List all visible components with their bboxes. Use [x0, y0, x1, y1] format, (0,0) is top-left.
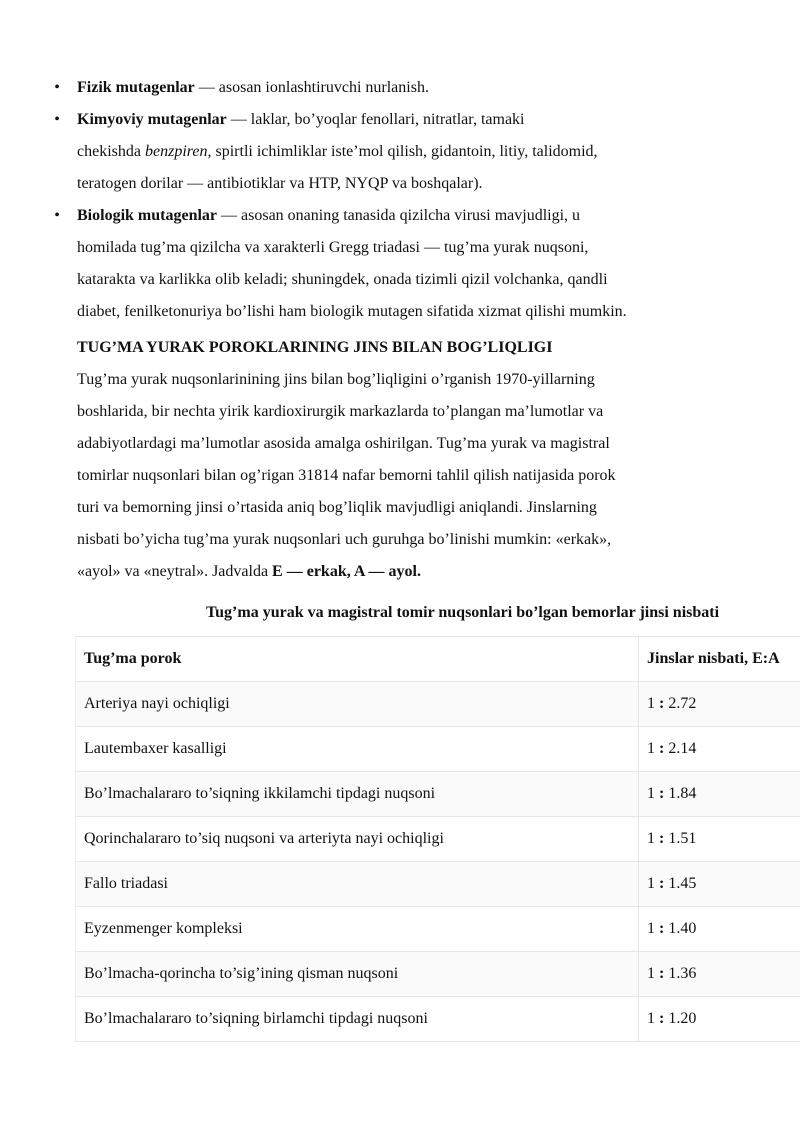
ratio-female: 1.20 [668, 1010, 697, 1027]
ratio-cell [639, 997, 800, 1042]
ratio-female: 2.14 [668, 740, 697, 757]
table-header-row [76, 637, 800, 682]
ratio-male: 1 [647, 875, 655, 892]
table-row [76, 772, 800, 817]
italic-term: benzpiren, [144, 143, 212, 160]
ratio-male: 1 [647, 1010, 655, 1027]
table-row [76, 862, 800, 907]
table-row [76, 952, 800, 997]
ratio-male: 1 [647, 695, 655, 712]
term-biological: Biologik mutagenlar [77, 207, 218, 224]
defect-name-cell: Lautembaxer kasalligi [76, 727, 639, 772]
ratio-female: 1.36 [668, 965, 697, 982]
paragraph-line: tomirlar nuqsonlari bilan og’rigan 31814 nafar bemorni tahlil qilish natijasida porok [77, 467, 616, 484]
paragraph-line: nisbati bo’yicha tug’ma yurak nuqsonlari uch guruhga bo’linishi mumkin: «erkak», [77, 531, 612, 548]
column-header-defect: Tug’ma porok [76, 637, 639, 682]
table-title: Tug’ma yurak va magistral tomir nuqsonlari bo’lgan bemorlar jinsi nisbati [205, 604, 720, 621]
defect-name-cell: Bo’lmacha-qorincha to’sig’ining qisman nuqsoni [76, 952, 639, 997]
table-row [76, 682, 800, 727]
list-item-chemical: • Kimyoviy mutagenlar — laklar, bo’yoqlar fenollari, nitratlar, tamaki chekishda benzpiren, spirtli ichimliklar iste’mol qilish, gidantoin, litiy, talidomid, teratogen dorilar — antibiotiklar va HTP, NYQP va boshqalar). [0, 104, 800, 200]
defect-name-cell: Bo’lmachalararo to’siqning birlamchi tipdagi nuqsoni [76, 997, 639, 1042]
term-physical: Fizik mutagenlar [77, 79, 195, 96]
ratio-male: 1 [647, 830, 655, 847]
ratio-separator: : [655, 785, 669, 802]
ratio-female: 1.84 [668, 785, 697, 802]
ratio-female: 1.45 [668, 875, 697, 892]
ratio-separator: : [655, 965, 669, 982]
ratio-cell [639, 817, 800, 862]
paragraph-line: boshlarida, bir nechta yirik kardioxirurgik markazlarda to’plangan ma’lumotlar va [77, 403, 604, 420]
ratio-male: 1 [647, 920, 655, 937]
table-row [76, 997, 800, 1042]
ratio-cell [639, 862, 800, 907]
ratio-male: 1 [647, 740, 655, 757]
table-row [76, 907, 800, 952]
paragraph-line: adabiyotlardagi ma’lumotlar asosida amalga oshirilgan. Tug’ma yurak va magistral [77, 435, 610, 452]
ratio-cell [639, 682, 800, 727]
bullet-icon: • [54, 79, 60, 96]
gender-ratio-table [75, 636, 800, 1042]
paragraph-line: «ayol» va «neytral». Jadvalda E — erkak, A — ayol. [77, 563, 421, 580]
defect-name-cell: Fallo triadasi [76, 862, 639, 907]
legend-text: E — erkak, A — ayol. [272, 563, 421, 580]
bullet-icon: • [54, 207, 60, 224]
ratio-separator: : [655, 740, 669, 757]
defect-name-cell: Eyzenmenger kompleksi [76, 907, 639, 952]
ratio-female: 1.40 [668, 920, 697, 937]
defect-name-cell: Arteriya nayi ochiqligi [76, 682, 639, 727]
bullet-icon: • [54, 111, 60, 128]
list-item-biological: • Biologik mutagenlar — asosan onaning tanasida qizilcha virusi mavjudligi, u homilada tug’ma qizilcha va xarakterli Gregg triadasi — tug’ma yurak nuqsoni, katarakta va karlikka olib keladi; shuningdek, onada tizimli qizil volchanka, qandli diabet, fenilketonuriya bo’lishi ham biologik mutagen sifatida xizmat qilishi mumkin. [0, 200, 800, 328]
section-heading: TUG’MA YURAK POROKLARINING JINS BILAN BOG’LIQLIGI [77, 339, 553, 356]
ratio-male: 1 [647, 785, 655, 802]
ratio-male: 1 [647, 965, 655, 982]
term-chemical: Kimyoviy mutagenlar [77, 111, 227, 128]
paragraph-line: turi va bemorning jinsi o’rtasida aniq bog’liqlik mavjudligi aniqlandi. Jinslarning [77, 499, 597, 516]
list-item-physical: • Fizik mutagenlar — asosan ionlashtiruvchi nurlanish. [0, 72, 800, 104]
ratio-separator: : [655, 695, 669, 712]
mutagen-list [0, 72, 800, 328]
ratio-female: 1.51 [668, 830, 697, 847]
column-header-ratio: Jinslar nisbati, E:A [639, 637, 800, 682]
ratio-female: 2.72 [668, 695, 697, 712]
ratio-separator: : [655, 875, 669, 892]
table-row [76, 817, 800, 862]
ratio-cell [639, 907, 800, 952]
paragraph-line: Tug’ma yurak nuqsonlarinining jins bilan bog’liqligini o’rganish 1970-yillarning [77, 371, 595, 388]
ratio-separator: : [655, 920, 669, 937]
ratio-cell [639, 952, 800, 997]
defect-name-cell: Qorinchalararo to’siq nuqsoni va arteriyta nayi ochiqligi [76, 817, 639, 862]
ratio-separator: : [655, 830, 669, 847]
ratio-cell [639, 727, 800, 772]
table-row [76, 727, 800, 772]
ratio-separator: : [655, 1010, 669, 1027]
ratio-cell [639, 772, 800, 817]
defect-name-cell: Bo’lmachalararo to’siqning ikkilamchi tipdagi nuqsoni [76, 772, 639, 817]
gender-section [77, 332, 777, 588]
